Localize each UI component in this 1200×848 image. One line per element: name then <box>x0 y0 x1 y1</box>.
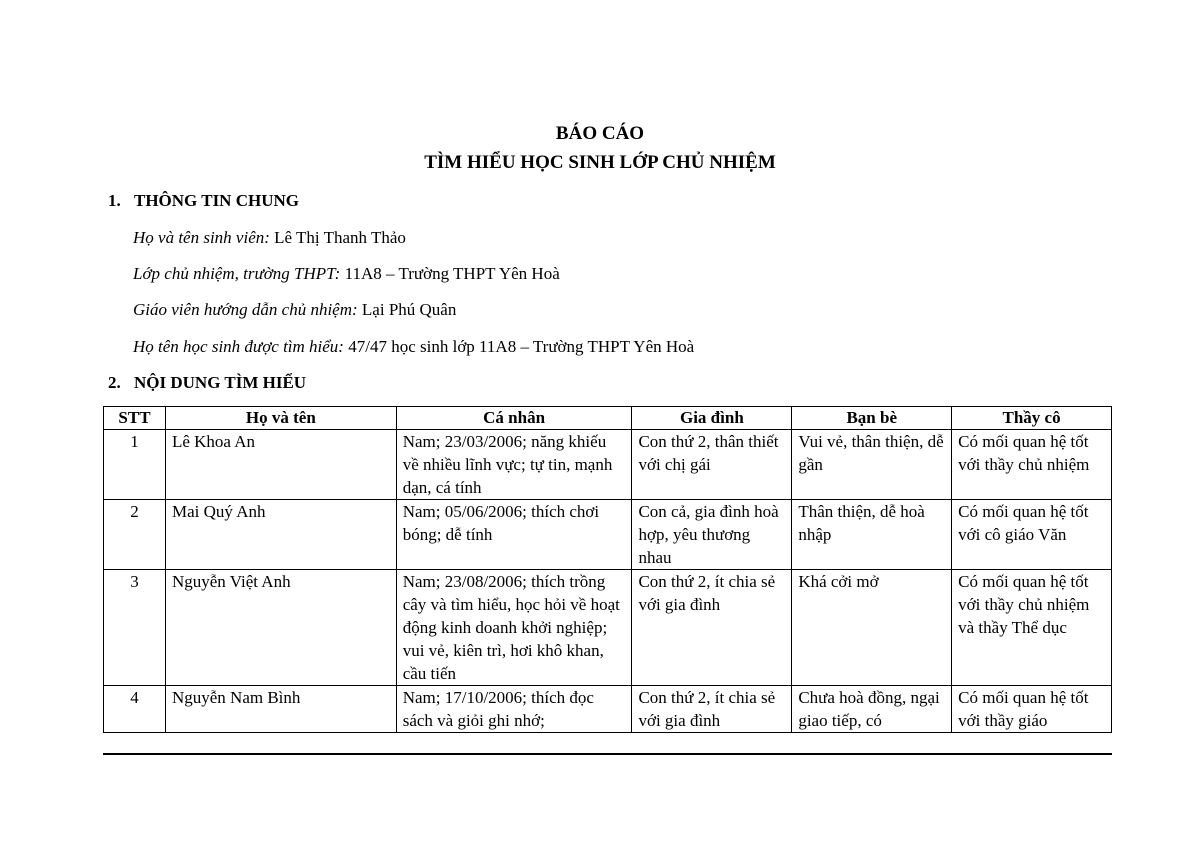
cell-name: Nguyễn Nam Bình <box>165 686 396 733</box>
cell-friends: Khá cởi mở <box>792 570 952 686</box>
cell-family: Con cả, gia đình hoà hợp, yêu thương nhau <box>632 500 792 570</box>
info-label: Lớp chủ nhiệm, trường THPT: <box>133 264 341 283</box>
cell-family: Con thứ 2, ít chia sẻ với gia đình <box>632 686 792 733</box>
info-label: Họ và tên sinh viên: <box>133 228 270 247</box>
cell-personal: Nam; 23/08/2006; thích trồng cây và tìm hiểu, học hỏi về hoạt động kinh doanh khởi nghiệp; vui vẻ, kiên trì, hơi khô khan, cầu tiến <box>396 570 632 686</box>
section-1-number: 1. <box>108 191 121 210</box>
cell-friends: Thân thiện, dễ hoà nhập <box>792 500 952 570</box>
table-row <box>104 570 1112 686</box>
info-value: Lại Phú Quân <box>357 300 457 319</box>
info-value: Lê Thị Thanh Thảo <box>269 228 406 247</box>
cell-stt: 1 <box>104 430 166 500</box>
header-teachers: Thầy cô <box>952 407 1112 430</box>
cell-personal: Nam; 05/06/2006; thích chơi bóng; dễ tính <box>396 500 632 570</box>
section-2-title: NỘI DUNG TÌM HIỂU <box>134 373 307 392</box>
report-subtitle: TÌM HIỂU HỌC SINH LỚP CHỦ NHIỆM <box>424 152 776 173</box>
cell-stt: 3 <box>104 570 166 686</box>
header-family: Gia đình <box>632 407 792 430</box>
cell-stt: 2 <box>104 500 166 570</box>
header-stt: STT <box>104 407 166 430</box>
cell-personal: Nam; 23/03/2006; năng khiếu về nhiều lĩnh vực; tự tin, mạnh dạn, cá tính <box>396 430 632 500</box>
cell-friends: Vui vẻ, thân thiện, dễ gần <box>792 430 952 500</box>
cell-name: Mai Quý Anh <box>165 500 396 570</box>
table-row <box>104 500 1112 570</box>
table-header-row <box>104 407 1112 430</box>
cell-family: Con thứ 2, ít chia sẻ với gia đình <box>632 570 792 686</box>
cell-personal: Nam; 17/10/2006; thích đọc sách và giỏi ghi nhớ; <box>396 686 632 733</box>
cell-friends: Chưa hoà đồng, ngại giao tiếp, có <box>792 686 952 733</box>
info-value: 47/47 học sinh lớp 11A8 – Trường THPT Yên Hoà <box>343 337 695 356</box>
report-title: BÁO CÁO <box>555 123 645 144</box>
cell-name: Nguyễn Việt Anh <box>165 570 396 686</box>
section-2-number: 2. <box>108 373 121 392</box>
cell-family: Con thứ 2, thân thiết với chị gái <box>632 430 792 500</box>
info-value: 11A8 – Trường THPT Yên Hoà <box>340 264 560 283</box>
cell-teachers: Có mối quan hệ tốt với thầy giáo <box>952 686 1112 733</box>
header-friends: Bạn bè <box>792 407 952 430</box>
info-label: Họ tên học sinh được tìm hiểu: <box>133 337 344 356</box>
student-table <box>103 406 1112 733</box>
section-1-title: THÔNG TIN CHUNG <box>134 191 299 210</box>
table-row <box>104 430 1112 500</box>
cell-teachers: Có mối quan hệ tốt với cô giáo Văn <box>952 500 1112 570</box>
cell-stt: 4 <box>104 686 166 733</box>
header-personal: Cá nhân <box>396 407 632 430</box>
cell-teachers: Có mối quan hệ tốt với thầy chủ nhiệm <box>952 430 1112 500</box>
info-label: Giáo viên hướng dẫn chủ nhiệm: <box>133 300 358 319</box>
table-bottom-border <box>103 753 1112 755</box>
cell-teachers: Có mối quan hệ tốt với thầy chủ nhiệm và thầy Thể dục <box>952 570 1112 686</box>
header-name: Họ và tên <box>165 407 396 430</box>
cell-name: Lê Khoa An <box>165 430 396 500</box>
table-row <box>104 686 1112 733</box>
